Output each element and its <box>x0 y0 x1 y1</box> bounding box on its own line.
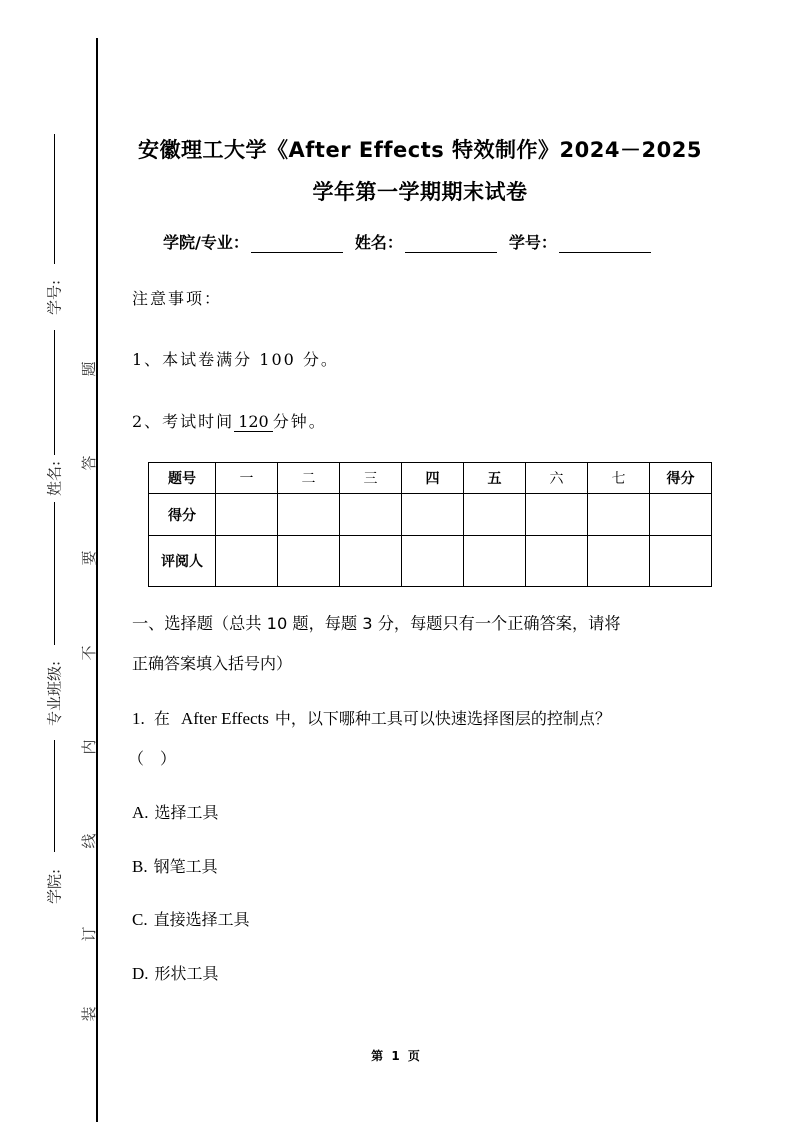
question-number: 1. <box>132 709 145 728</box>
option-c[interactable] <box>132 907 250 930</box>
header-cell: 一 <box>216 463 278 494</box>
student-id-label: 学号： <box>508 233 557 252</box>
answer-blank[interactable]: （ ） <box>128 749 177 768</box>
score-cell[interactable] <box>278 494 340 536</box>
seal-char: 题 <box>80 361 98 377</box>
field-line-name <box>54 330 55 455</box>
option-letter: B. <box>132 857 148 876</box>
seal-char: 订 <box>80 926 98 942</box>
field-line-college <box>54 740 55 852</box>
reviewer-cell[interactable] <box>216 536 278 587</box>
score-cell[interactable] <box>340 494 402 536</box>
section-heading-line1: 一、选择题（总共 10 题，每题 3 分，每题只有一个正确答案，请将 <box>132 614 621 633</box>
score-cell[interactable] <box>526 494 588 536</box>
student-info-row <box>163 230 651 253</box>
header-cell: 二 <box>278 463 340 494</box>
header-cell: 得分 <box>650 463 712 494</box>
score-cell[interactable] <box>588 494 650 536</box>
seal-char: 答 <box>80 455 98 471</box>
header-cell: 四 <box>402 463 464 494</box>
exam-title-line2: 学年第一学期期末试卷 <box>312 180 528 204</box>
section-heading-line2: 正确答案填入括号内） <box>132 654 293 673</box>
exam-duration-value: 120 <box>234 412 273 432</box>
option-text: 直接选择工具 <box>153 910 250 929</box>
reviewer-cell[interactable] <box>278 536 340 587</box>
seal-char: 装 <box>80 1006 98 1022</box>
header-cell: 六 <box>526 463 588 494</box>
name-label: 姓名: <box>45 460 64 497</box>
field-line-major-class <box>54 502 55 645</box>
note-item-2 <box>132 409 327 432</box>
header-cell: 七 <box>588 463 650 494</box>
exam-title-line1: 安徽理工大学《After Effects 特效制作》2024－2025 <box>138 138 702 162</box>
reviewer-row <box>149 536 712 587</box>
question-text-pre: 在 <box>153 709 170 728</box>
option-letter: D. <box>132 964 149 983</box>
score-table <box>148 462 712 587</box>
score-table-header-row <box>149 463 712 494</box>
major-class-label: 专业班级: <box>45 660 64 727</box>
option-letter: C. <box>132 910 148 929</box>
score-cell[interactable] <box>402 494 464 536</box>
reviewer-cell[interactable] <box>588 536 650 587</box>
binding-line <box>96 38 98 1122</box>
option-text: 选择工具 <box>154 803 219 822</box>
page-number: 第 1 页 <box>371 1049 422 1063</box>
option-b[interactable] <box>132 854 218 877</box>
question-text-latin: After Effects <box>180 709 269 728</box>
student-id-field[interactable] <box>559 234 651 253</box>
college-label: 学院: <box>45 868 64 905</box>
score-row <box>149 494 712 536</box>
header-cell: 题号 <box>149 463 216 494</box>
name-field[interactable] <box>405 234 497 253</box>
reviewer-cell[interactable] <box>402 536 464 587</box>
note-item-2-prefix: 2、考试时间 <box>132 412 235 431</box>
seal-char: 不 <box>80 645 98 661</box>
question-1-text <box>132 706 611 729</box>
reviewer-cell[interactable] <box>464 536 526 587</box>
note-item-1: 1、本试卷满分 100 分。 <box>132 350 339 369</box>
seal-char: 内 <box>80 739 98 755</box>
college-major-field[interactable] <box>251 234 343 253</box>
reviewer-cell[interactable] <box>650 536 712 587</box>
score-cell[interactable] <box>216 494 278 536</box>
seal-char: 线 <box>80 833 98 849</box>
reviewer-cell[interactable] <box>340 536 402 587</box>
student-id-label: 学号: <box>45 279 64 316</box>
reviewer-cell[interactable] <box>526 536 588 587</box>
row-label: 得分 <box>149 494 216 536</box>
field-line-student-id <box>54 134 55 264</box>
score-cell[interactable] <box>650 494 712 536</box>
option-text: 形状工具 <box>154 964 219 983</box>
option-text: 钢笔工具 <box>153 857 218 876</box>
option-d[interactable] <box>132 961 219 984</box>
college-major-label: 学院/专业： <box>163 233 249 252</box>
notes-heading: 注意事项： <box>132 289 223 308</box>
question-text-post: 中，以下哪种工具可以快速选择图层的控制点？ <box>274 709 611 728</box>
name-label: 姓名： <box>354 233 403 252</box>
score-cell[interactable] <box>464 494 526 536</box>
seal-char: 要 <box>80 550 98 566</box>
option-letter: A. <box>132 803 149 822</box>
header-cell: 三 <box>340 463 402 494</box>
row-label: 评阅人 <box>149 536 216 587</box>
note-item-2-suffix: 分钟。 <box>272 412 327 431</box>
header-cell: 五 <box>464 463 526 494</box>
option-a[interactable] <box>132 800 219 823</box>
